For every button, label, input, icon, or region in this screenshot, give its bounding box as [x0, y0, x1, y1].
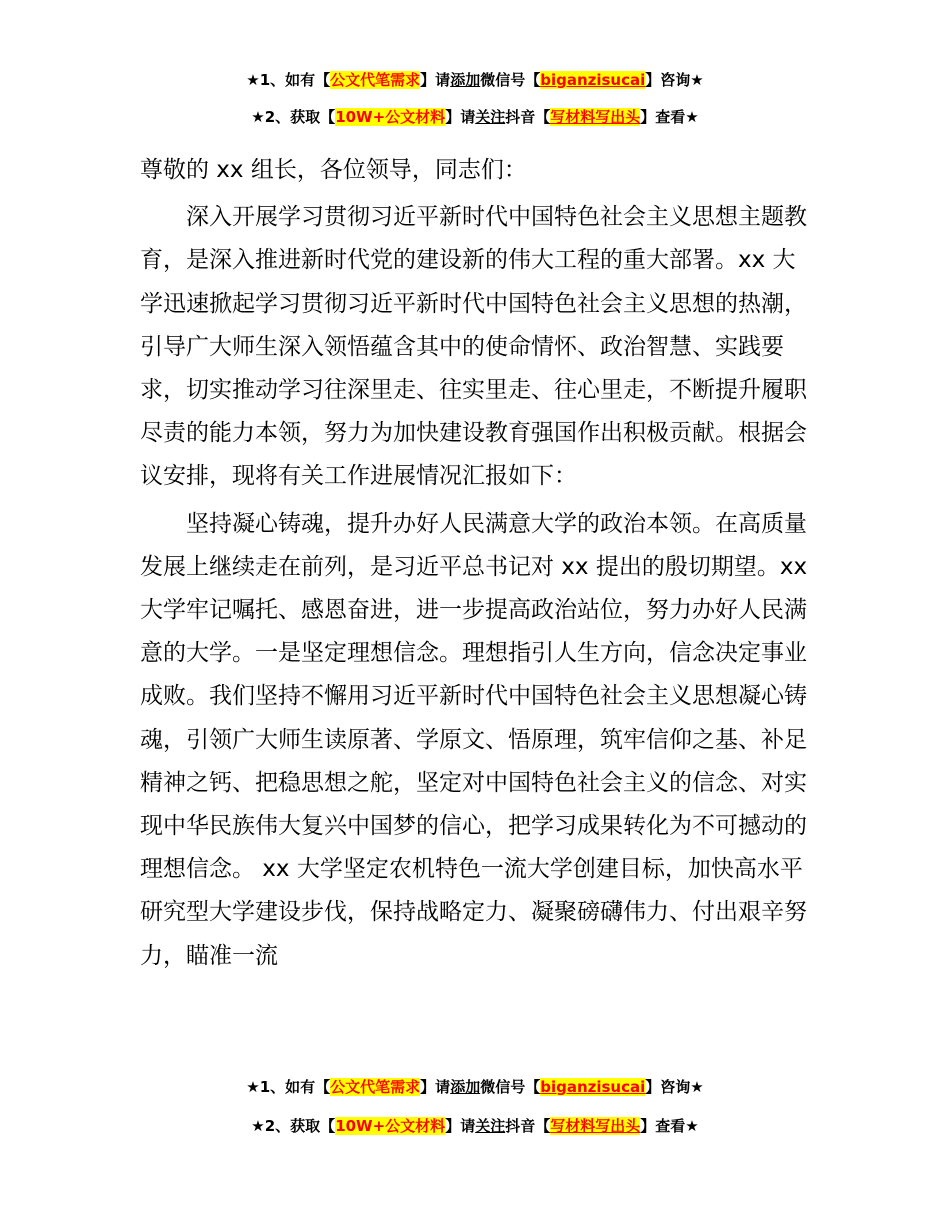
- banner-text: 】请: [420, 1078, 451, 1096]
- salutation: 尊敬的 xx 组长，各位领导，同志们：: [140, 157, 527, 183]
- highlight-douyin: 写材料写出头: [550, 1117, 641, 1135]
- paragraph-section-one: 坚持凝心铸魂，提升办好人民满意大学的政治本领。在高质量发展上继续走在前列，是习近平总书记对 xx 提出的殷切期望。xx 大学牢记嘱托、感恩奋进，进一步提高政治站位，努力办好人民满意的大学。一是坚定理想信念。理想指引人生方向，信念决定事业成败。我们坚持不懈用习近平新时代中国特色社会主义思想凝心铸魂，引领广大师生读原著、学原文、悟原理，筑牢信仰之基、补足精神之钙、把稳思想之舵，坚定对中国特色社会主义的信念、对实现中华民族伟大复兴中国梦的信心，把学习成果转化为不可撼动的理想信念。 xx 大学坚定农机特色一流大学创建目标，加快高水平研究型大学建设步伐，保持战略定力、凝聚磅礴伟力、付出艰辛努力，瞄准一流: [140, 510, 808, 969]
- banner-text: 】请: [445, 1117, 476, 1135]
- banner-text: 】咨询★: [645, 71, 704, 89]
- banner-text: 】查看★: [640, 108, 699, 126]
- banner-text: 】请: [420, 71, 451, 89]
- banner-text: ★2、获取【: [251, 1117, 336, 1135]
- underlined-text: 关注: [475, 1117, 506, 1135]
- banner-text: ★1、如有【: [246, 1078, 331, 1096]
- highlight-service: 公文代笔需求: [330, 71, 421, 89]
- banner-text: ★2、获取【: [251, 108, 336, 126]
- banner-text: 抖音【: [505, 1117, 551, 1135]
- banner-text: 微信号【: [480, 1078, 541, 1096]
- underlined-text: 添加: [450, 71, 481, 89]
- banner-text: 微信号【: [480, 71, 541, 89]
- header-banner-line1: [0, 70, 950, 90]
- underlined-text: 添加: [450, 1078, 481, 1096]
- banner-text: 抖音【: [505, 108, 551, 126]
- underlined-text: 关注: [475, 108, 506, 126]
- banner-text: 】查看★: [640, 1117, 699, 1135]
- highlight-materials: 10W+公文材料: [335, 1117, 446, 1135]
- banner-text: 】咨询★: [645, 1078, 704, 1096]
- highlight-service: 公文代笔需求: [330, 1078, 421, 1096]
- footer-banner-line2: [0, 1116, 950, 1136]
- paragraph-intro: 深入开展学习贯彻习近平新时代中国特色社会主义思想主题教育，是深入推进新时代党的建设新的伟大工程的重大部署。xx 大学迅速掀起学习贯彻习近平新时代中国特色社会主义思想的热潮，引导广大师生深入领悟蕴含其中的使命情怀、政治智慧、实践要求，切实推动学习往深里走、往实里走、往心里走，不断提升履职尽责的能力本领，努力为加快建设教育强国作出积极贡献。根据会议安排，现将有关工作进展情况汇报如下：: [140, 204, 807, 490]
- banner-text: ★1、如有【: [246, 71, 331, 89]
- footer-banner-line1: [0, 1077, 950, 1097]
- highlight-douyin: 写材料写出头: [550, 108, 641, 126]
- document-body: [140, 149, 815, 978]
- highlight-wechat-id: biganzisucai: [540, 71, 646, 89]
- highlight-materials: 10W+公文材料: [335, 108, 446, 126]
- banner-text: 】请: [445, 108, 476, 126]
- highlight-wechat-id: biganzisucai: [540, 1078, 646, 1096]
- header-banner-line2: [0, 107, 950, 127]
